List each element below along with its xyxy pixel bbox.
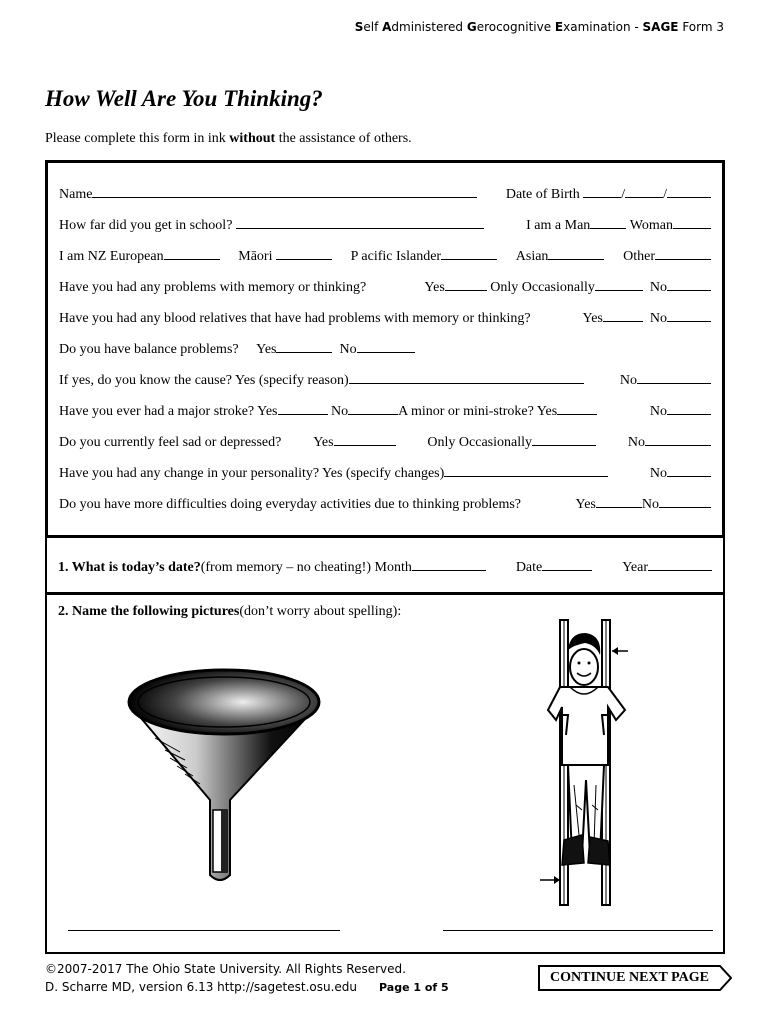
balance-no-field[interactable] (357, 340, 415, 353)
pictures-prompt: 2. Name the following pictures (don’t worry about spelling): (58, 604, 402, 619)
other-field[interactable] (655, 247, 711, 260)
relatives-row: Have you had any blood relatives that have had problems with memory or thinking? Yes No (59, 309, 711, 327)
dob-year-field[interactable] (667, 185, 711, 198)
nz-european-field[interactable] (164, 247, 220, 260)
funnel-illustration (125, 660, 325, 885)
question-1-section (45, 536, 725, 594)
memory-yes-field[interactable] (445, 278, 487, 291)
picture-1-answer-field[interactable] (68, 930, 340, 931)
activities-yes-field[interactable] (596, 495, 642, 508)
demographics-section (45, 160, 725, 537)
sad-no-field[interactable] (645, 433, 711, 446)
name-field[interactable] (92, 185, 477, 198)
asian-field[interactable] (548, 247, 604, 260)
activities-row: Do you have more difficulties doing everyday activities due to thinking problems? Yes No (59, 495, 711, 513)
memory-no-field[interactable] (667, 278, 711, 291)
stroke-row: Have you ever had a major stroke? Yes No A minor or mini-stroke? Yes No (59, 402, 711, 420)
author-text: D. Scharre MD, version 6.13 http://sagetest.osu.edu Page 1 of 5 (45, 980, 449, 994)
ethnicity-row: I am NZ European Māori P acific Islander Asian Other (59, 247, 711, 265)
picture-2-answer-field[interactable] (443, 930, 713, 931)
date-row: 1. What is today’s date? (from memory – no cheating!) Month Date Year (58, 558, 712, 576)
stroke-no-field[interactable] (348, 402, 398, 415)
stilts-illustration (530, 615, 640, 910)
cause-no-field[interactable] (637, 371, 711, 384)
dob-day-field[interactable] (625, 185, 663, 198)
school-field[interactable] (236, 216, 484, 229)
page-number: Page 1 of 5 (379, 981, 449, 994)
relatives-no-field[interactable] (667, 309, 711, 322)
personality-row: Have you had any change in your personality? Yes (specify changes) No (59, 464, 711, 482)
relatives-yes-field[interactable] (603, 309, 643, 322)
continue-next-page-button[interactable]: CONTINUE NEXT PAGE (538, 965, 732, 991)
memory-row: Have you had any problems with memory or thinking? Yes Only Occasionally No (59, 278, 711, 296)
cause-row: If yes, do you know the cause? Yes (specify reason) No (59, 371, 711, 389)
year-field[interactable] (648, 558, 712, 571)
man-field[interactable] (590, 216, 626, 229)
balance-yes-field[interactable] (276, 340, 332, 353)
memory-occasional-field[interactable] (595, 278, 643, 291)
maori-field[interactable] (276, 247, 332, 260)
form-header: Self Administered Gerocognitive Examination - SAGE Form 3 (354, 20, 724, 34)
pacific-field[interactable] (441, 247, 497, 260)
sad-row: Do you currently feel sad or depressed? Yes Only Occasionally No (59, 433, 711, 451)
intro-text: Please complete this form in ink without the assistance of others. (45, 131, 412, 146)
month-field[interactable] (412, 558, 486, 571)
name-row: Name Date of Birth / / (59, 185, 711, 203)
copyright-text: ©2007-2017 The Ohio State University. All Rights Reserved. (45, 962, 406, 976)
personality-no-field[interactable] (667, 464, 711, 477)
page-title: How Well Are You Thinking? (45, 86, 323, 111)
cause-field[interactable] (349, 371, 584, 384)
stroke-yes-field[interactable] (278, 402, 328, 415)
sad-occasional-field[interactable] (532, 433, 596, 446)
activities-no-field[interactable] (659, 495, 711, 508)
woman-field[interactable] (673, 216, 711, 229)
sad-yes-field[interactable] (334, 433, 396, 446)
personality-field[interactable] (444, 464, 608, 477)
balance-row: Do you have balance problems? Yes No (59, 340, 711, 358)
date-field[interactable] (542, 558, 592, 571)
school-row: How far did you get in school? I am a Man Woman (59, 216, 711, 234)
dob-month-field[interactable] (583, 185, 621, 198)
minor-stroke-no-field[interactable] (667, 402, 711, 415)
minor-stroke-yes-field[interactable] (557, 402, 597, 415)
